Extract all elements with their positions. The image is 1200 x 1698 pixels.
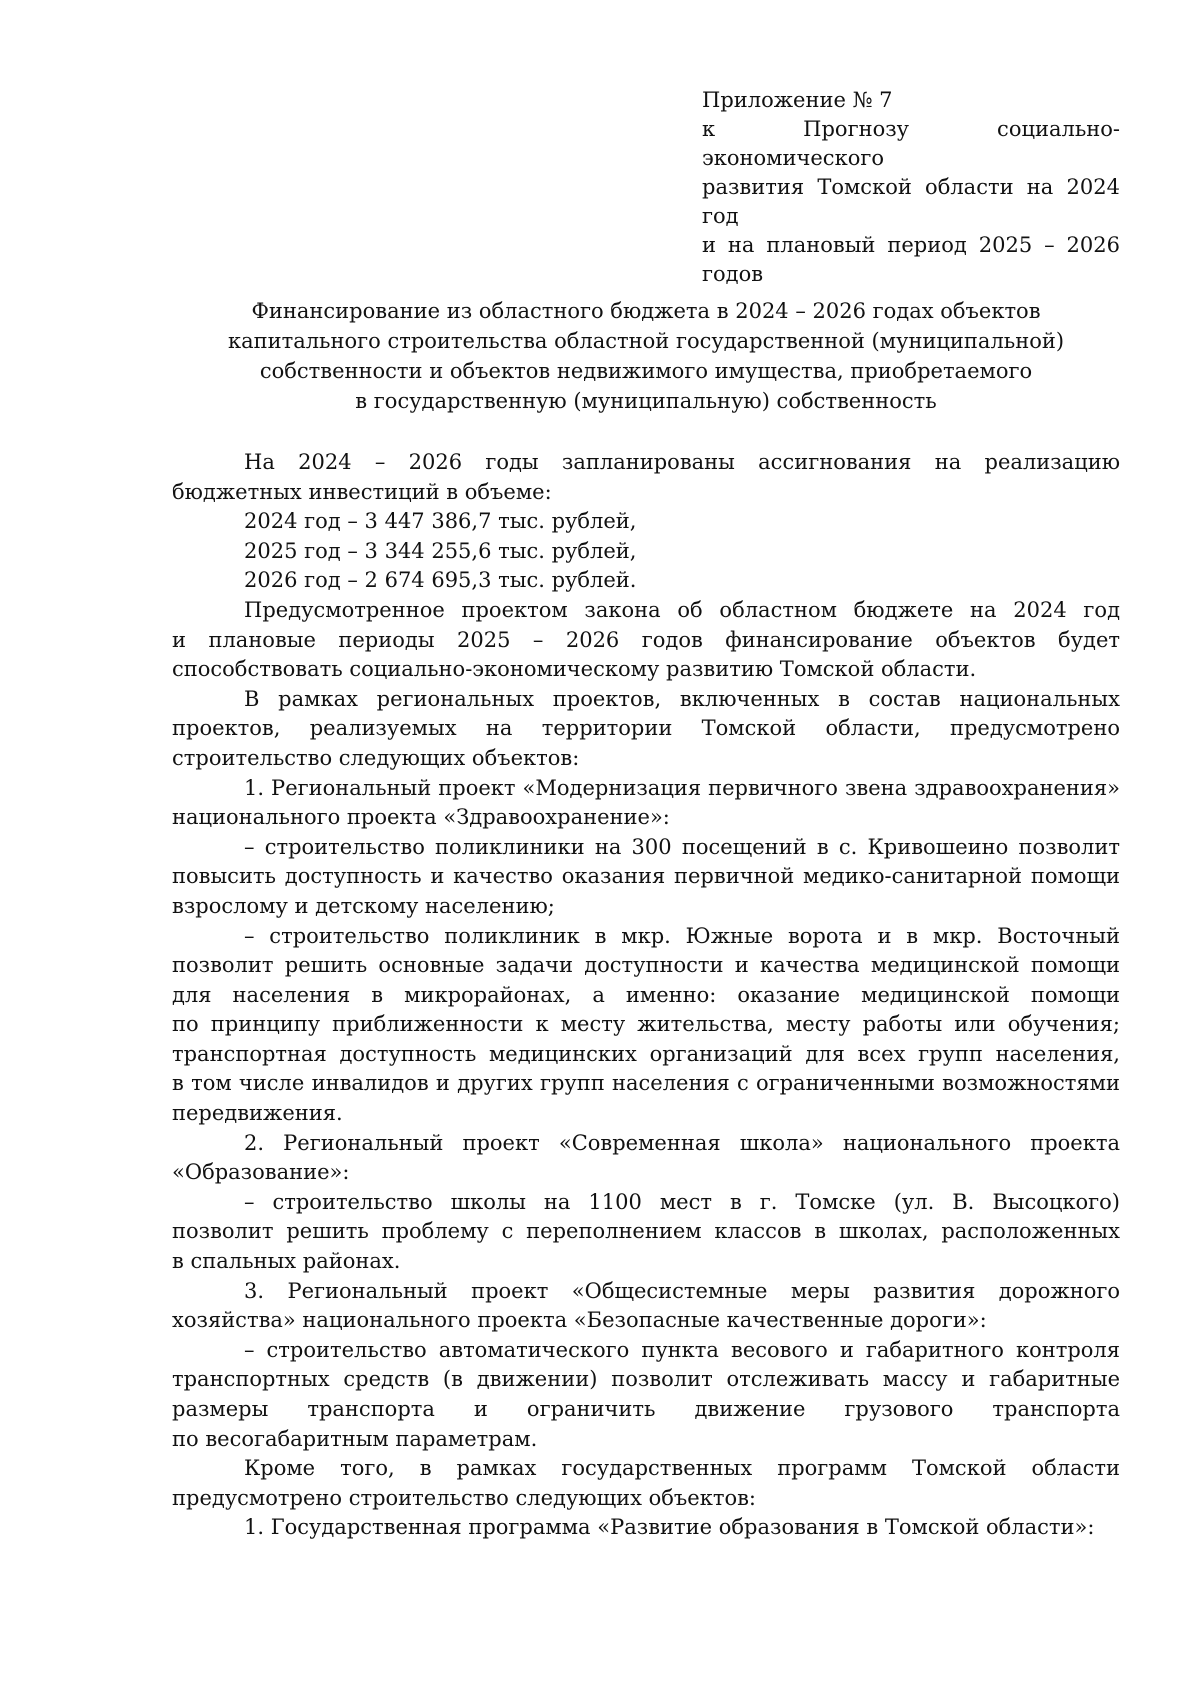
- body-line: взрослому и детскому населению;: [172, 893, 555, 918]
- body-line: 2026 год – 2 674 695,3 тыс. рублей.: [244, 568, 637, 593]
- body-line: 3. Региональный проект «Общесистемные меры развития дорожного: [244, 1278, 1120, 1303]
- body-line: по весогабаритным параметрам.: [172, 1426, 538, 1451]
- body-line: бюджетных инвестиций в объеме:: [172, 479, 552, 504]
- body-line: На 2024 – 2026 годы запланированы ассигнования на реализацию: [244, 450, 1120, 474]
- document-body: [172, 448, 1120, 1543]
- appendix-line: годов: [702, 262, 764, 286]
- title-line: капитального строительства областной государственной (муниципальной): [227, 329, 1065, 353]
- body-line: позволит решить проблему с переполнением классов в школах, расположенных: [172, 1219, 1120, 1244]
- document-title: [172, 296, 1120, 416]
- body-line: «Образование»:: [172, 1160, 350, 1185]
- body-line: и плановые периоды 2025 – 2026 годов финансирование объектов будет: [172, 627, 1120, 652]
- body-line: Кроме того, в рамках государственных программ Томской области: [244, 1456, 1120, 1481]
- title-line: в государственную (муниципальную) собственность: [355, 389, 937, 413]
- body-line: – строительство школы на 1100 мест в г. Томске (ул. В. Высоцкого): [244, 1189, 1120, 1214]
- body-line: по принципу приближенности к месту жительства, месту работы или обучения;: [172, 1012, 1120, 1037]
- body-line: национального проекта «Здравоохранение»:: [172, 805, 670, 830]
- appendix-line: развития Томской области на 2024 год: [702, 175, 1120, 228]
- title-line: собственности и объектов недвижимого имущества, приобретаемого: [259, 359, 1033, 383]
- body-line: позволит решить основные задачи доступности и качества медицинской помощи: [172, 953, 1120, 978]
- body-line: в том числе инвалидов и других групп населения с ограниченными возможностями: [172, 1071, 1120, 1096]
- body-line: – строительство поликлиник в мкр. Южные ворота и в мкр. Восточный: [244, 923, 1120, 948]
- body-line: размеры транспорта и ограничить движение грузового транспорта: [172, 1397, 1120, 1421]
- body-line: транспортных средств (в движении) позволит отслеживать массу и габаритные: [172, 1367, 1120, 1392]
- body-line: – строительство автоматического пункта весового и габаритного контроля: [244, 1337, 1120, 1362]
- body-line: 2024 год – 3 447 386,7 тыс. рублей,: [244, 509, 637, 534]
- appendix-line: и на плановый период 2025 – 2026: [702, 233, 1120, 257]
- body-line: – строительство поликлиники на 300 посещений в с. Кривошеино позволит: [244, 834, 1120, 859]
- appendix-line: к Прогнозу социально-экономического: [702, 117, 1120, 170]
- body-line: В рамках региональных проектов, включенных в состав национальных: [244, 686, 1120, 711]
- body-line: для населения в микрорайонах, а именно: оказание медицинской помощи: [172, 982, 1120, 1007]
- body-line: 2. Региональный проект «Современная школа» национального проекта: [244, 1130, 1120, 1155]
- body-line: предусмотрено строительство следующих объектов:: [172, 1485, 756, 1510]
- body-line: 1. Государственная программа «Развитие образования в Томской области»:: [244, 1515, 1095, 1540]
- body-line: в спальных районах.: [172, 1249, 401, 1274]
- title-line: Финансирование из областного бюджета в 2024 – 2026 годах объектов: [251, 299, 1041, 323]
- body-line: проектов, реализуемых на территории Томской области, предусмотрено: [172, 716, 1120, 741]
- body-line: Предусмотренное проектом закона об областном бюджете на 2024 год: [244, 597, 1120, 622]
- body-line: способствовать социально-экономическому развитию Томской области.: [172, 657, 977, 682]
- appendix-header: [702, 86, 1120, 289]
- body-line: передвижения.: [172, 1101, 343, 1126]
- body-line: 2025 год – 3 344 255,6 тыс. рублей,: [244, 538, 637, 563]
- body-line: повысить доступность и качество оказания первичной медико-санитарной помощи: [172, 864, 1120, 889]
- body-line: транспортная доступность медицинских организаций для всех групп населения,: [172, 1041, 1120, 1066]
- body-line: 1. Региональный проект «Модернизация первичного звена здравоохранения»: [244, 775, 1120, 800]
- body-line: хозяйства» национального проекта «Безопасные качественные дороги»:: [172, 1308, 987, 1333]
- appendix-line: Приложение № 7: [702, 88, 893, 112]
- body-line: строительство следующих объектов:: [172, 745, 580, 770]
